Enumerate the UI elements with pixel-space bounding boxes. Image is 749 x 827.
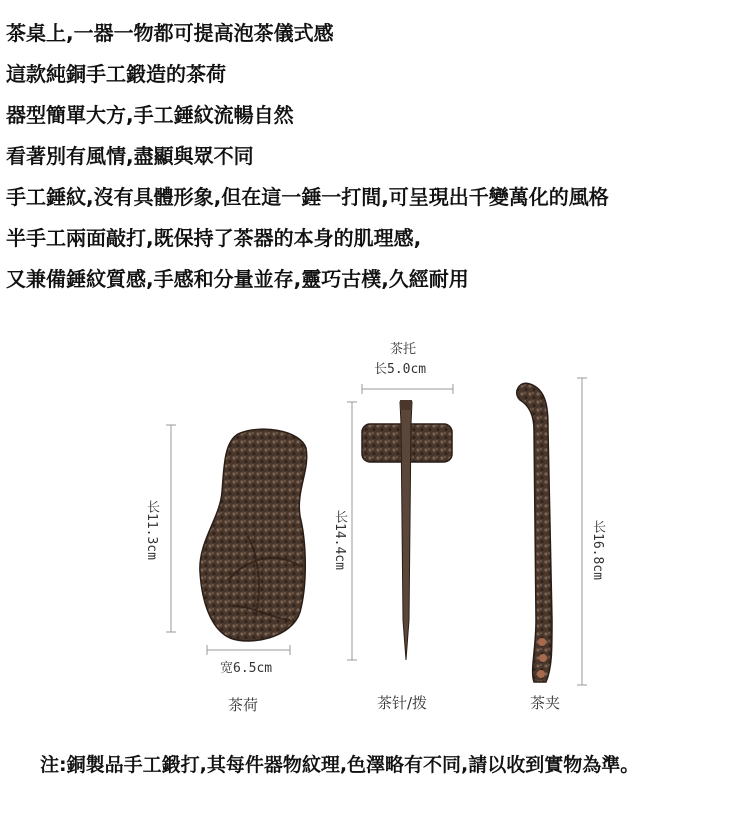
chajia-length-label: 长16.8cm — [590, 520, 605, 580]
chazhen-name: 茶针/拨 — [377, 694, 428, 712]
intro-line: 又兼備錘紋質感,手感和分量並存,靈巧古樸,久經耐用 — [6, 267, 469, 291]
intro-text — [6, 20, 609, 307]
intro-line: 茶桌上,一器一物都可提高泡茶儀式感 — [6, 21, 334, 45]
intro-line: 手工錘紋,沒有具體形象,但在這一錘一打間,可呈現出千變萬化的風格 — [6, 185, 609, 209]
intro-line: 器型簡單大方,手工錘紋流暢自然 — [6, 103, 294, 127]
intro-line: 半手工兩面敲打,既保持了茶器的本身的肌理感, — [6, 226, 422, 250]
product-photo — [0, 320, 749, 730]
product-illustration — [0, 320, 749, 730]
chazhen-pick — [362, 400, 452, 660]
chahe-scoop — [200, 429, 307, 641]
disclaimer-note: 注:銅製品手工鍛打,其每件器物紋理,色澤略有不同,請以收到實物為準。 — [40, 754, 640, 776]
intro-line: 看著別有風情,盡顯與眾不同 — [6, 144, 254, 168]
chajia-tongs — [517, 383, 552, 682]
chazhen-length-label: 长14.4cm — [332, 510, 347, 570]
chahe-name: 茶荷 — [228, 696, 259, 714]
chazhen-top-label: 茶托 — [390, 342, 417, 357]
chahe-length-label: 长11.3cm — [144, 500, 159, 560]
chajia-name: 茶夹 — [530, 694, 561, 712]
chahe-width-label: 宽6.5cm — [220, 661, 273, 676]
intro-line: 這款純銅手工鍛造的茶荷 — [6, 62, 226, 86]
chazhen-width-label: 长5.0cm — [374, 362, 427, 377]
